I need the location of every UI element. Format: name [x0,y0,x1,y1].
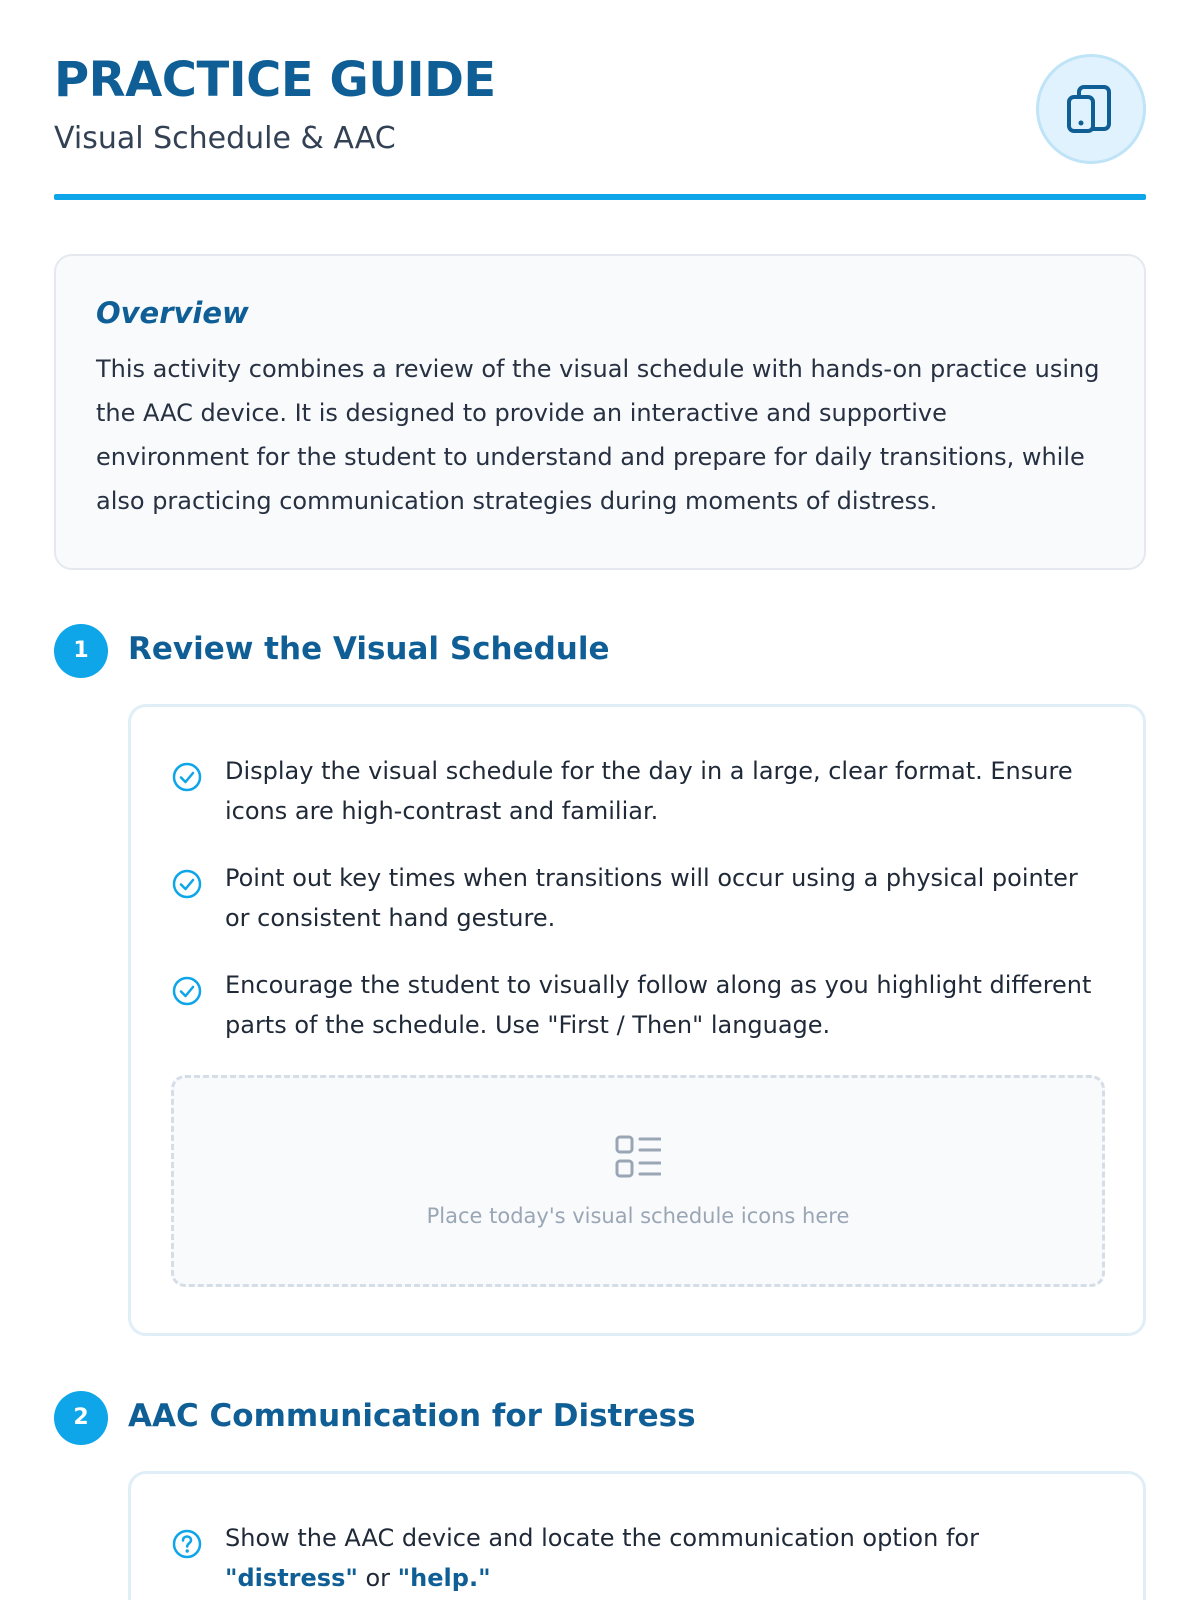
list-item-text: Encourage the student to visually follow along as you highlight different parts of the schedule. Use "First / Then" language. [225,971,1092,1039]
page-title: PRACTICE GUIDE [54,52,496,108]
list-item [171,858,1091,938]
help-circle-icon [171,1528,203,1560]
step-number-2: 2 [54,1391,108,1445]
schedule-drop-zone[interactable] [171,1075,1105,1287]
highlight-distress: "distress" [225,1564,358,1592]
check-circle-icon [171,868,203,900]
tablet-icon-badge [1036,54,1146,164]
header [54,50,1146,200]
list-item [171,965,1091,1045]
header-divider [54,194,1146,200]
item-text-prefix: Show the AAC device and locate the communication option for [225,1524,979,1552]
list-item-text: Point out key times when transitions will occur using a physical pointer or consistent hand gesture. [225,864,1078,932]
list-item-text: Display the visual schedule for the day in a large, clear format. Ensure icons are high-contrast and familiar. [225,757,1073,825]
schedule-list-icon [615,1134,661,1180]
list-item [171,751,1091,831]
step-number-1: 1 [54,624,108,678]
section-card-2 [128,1471,1146,1600]
practice-guide-page [54,0,1146,1600]
overview-text: This activity combines a review of the visual schedule with hands-on practice using the AAC device. It is designed to provide an interactive and supportive environment for the student to understand and prepare for daily transitions, while also practicing communication strategies during moments of distress. [96,354,1100,515]
check-circle-icon [171,761,203,793]
item-text-middle: or [357,1564,398,1592]
overview-heading: Overview [96,296,249,330]
page-subtitle: Visual Schedule & AAC [54,121,396,156]
drop-zone-label: Place today's visual schedule icons here [426,1204,850,1228]
list-item [171,1518,1091,1598]
list-item-text [225,1518,1105,1598]
tablet-icon [1063,81,1119,137]
section-title-1: Review the Visual Schedule [128,631,610,667]
highlight-help: "help." [397,1564,491,1592]
section-card-1 [128,704,1146,1336]
section-title-2: AAC Communication for Distress [128,1398,696,1434]
check-circle-icon [171,975,203,1007]
overview-card [54,254,1146,570]
